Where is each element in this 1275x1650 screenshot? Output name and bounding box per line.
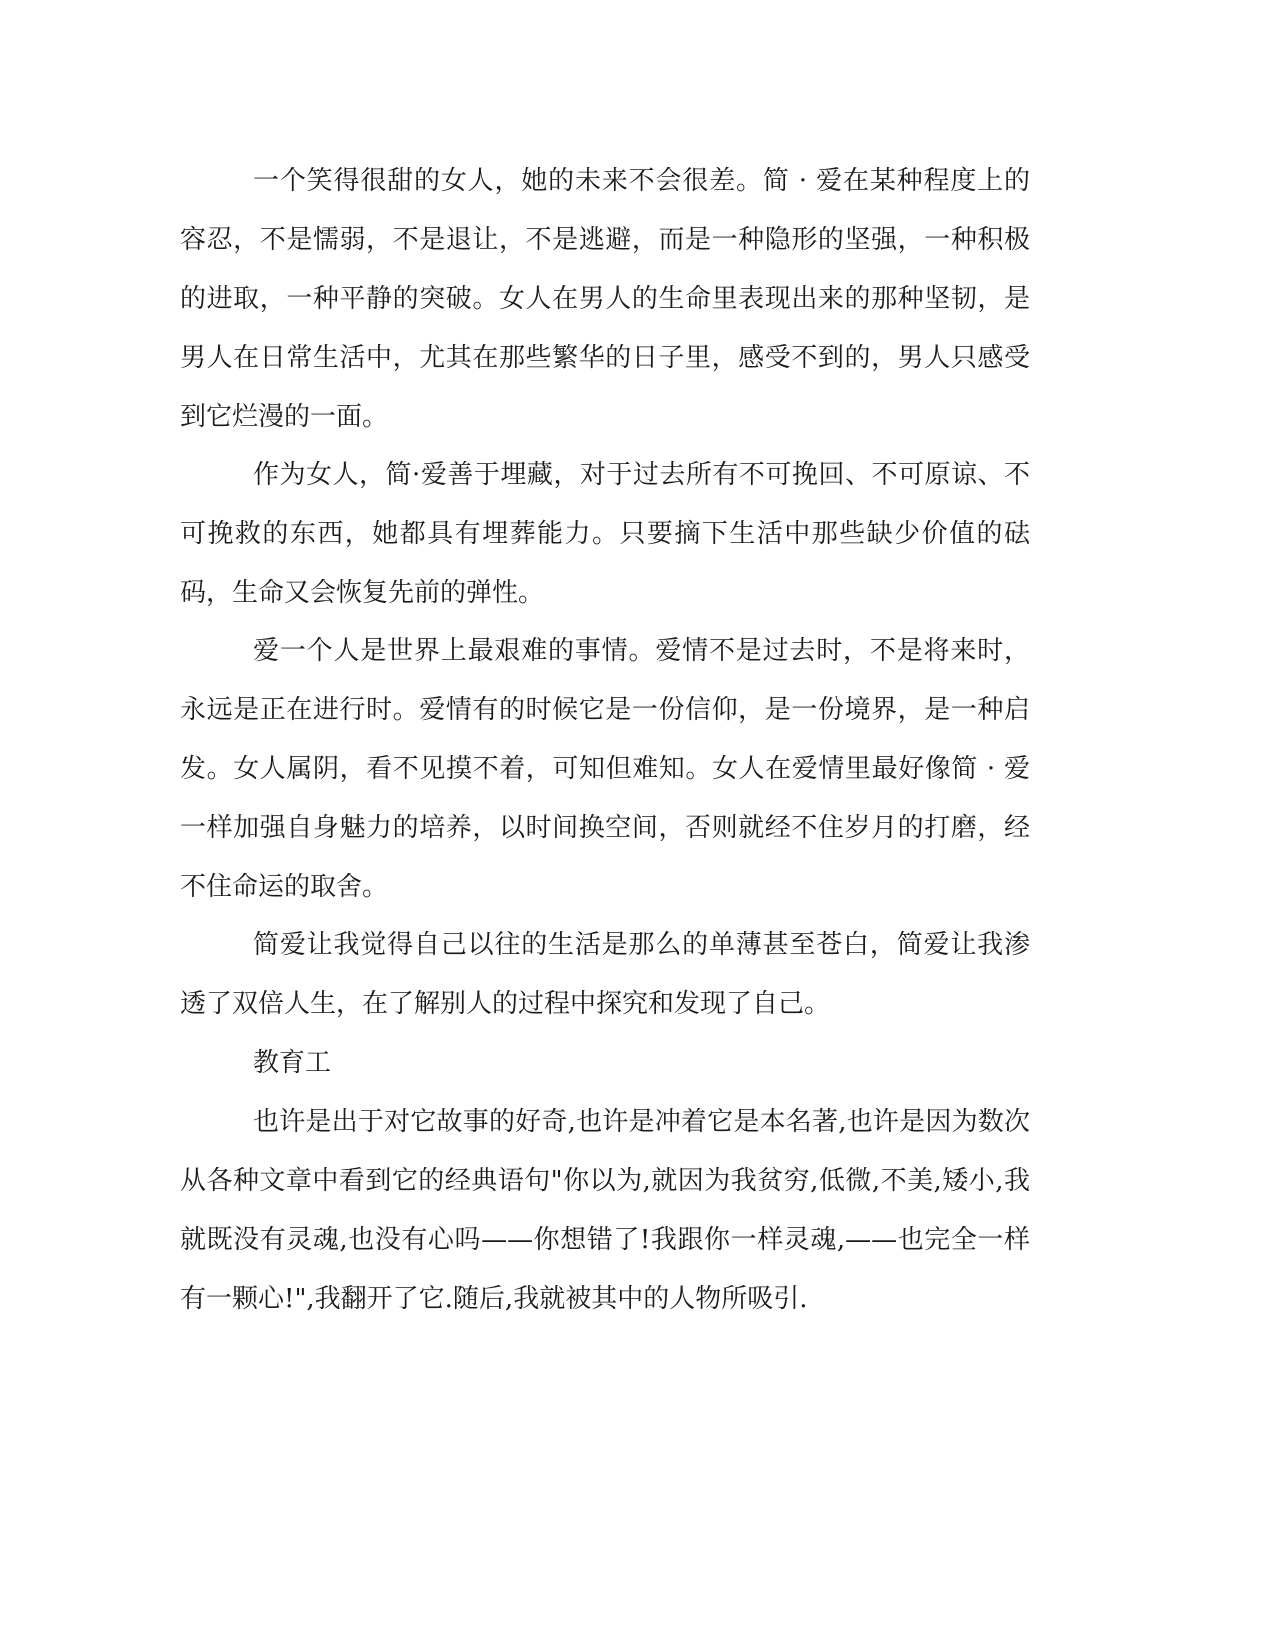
paragraph-2: 作为女人，简·爱善于埋藏，对于过去所有不可挽回、不可原谅、不可挽救的东西，她都具有埋葬能力。只要摘下生活中那些缺少价值的砝码，生命又会恢复先前的弹性。 bbox=[180, 460, 1030, 608]
paragraph-4: 简爱让我觉得自己以往的生活是那么的单薄甚至苍白，简爱让我渗透了双倍人生，在了解别人的过程中探究和发现了自己。 bbox=[180, 930, 1030, 1019]
paragraph-3: 爱一个人是世界上最艰难的事情。爱情不是过去时，不是将来时，永远是正在进行时。爱情有的时候它是一份信仰，是一份境界，是一种启发。女人属阴，看不见摸不着，可知但难知。女人在爱情里最好像简 · 爱一样加强自身魅力的培养，以时间换空间，否则就经不住岁月的打磨，经不住命运的取舍。 bbox=[180, 636, 1030, 902]
section-heading: 教育工 bbox=[253, 1048, 332, 1078]
paragraph-5: 也许是出于对它故事的好奇,也许是冲着它是本名著,也许是因为数次从各种文章中看到它的经典语句"你以为,就因为我贫穷,低微,不美,矮小,我就既没有灵魂,也没有心吗——你想错了!我跟你一样灵魂,——也完全一样有一颗心!",我翻开了它.随后,我就被其中的人物所吸引. bbox=[180, 1107, 1030, 1314]
paragraph-1: 一个笑得很甜的女人，她的未来不会很差。简 · 爱在某种程度上的容忍，不是懦弱，不是退让，不是逃避，而是一种隐形的坚强，一种积极的进取，一种平静的突破。女人在男人的生命里表现出来的那种坚韧，是男人在日常生活中，尤其在那些繁华的日子里，感受不到的，男人只感受到它烂漫的一面。 bbox=[180, 166, 1030, 432]
